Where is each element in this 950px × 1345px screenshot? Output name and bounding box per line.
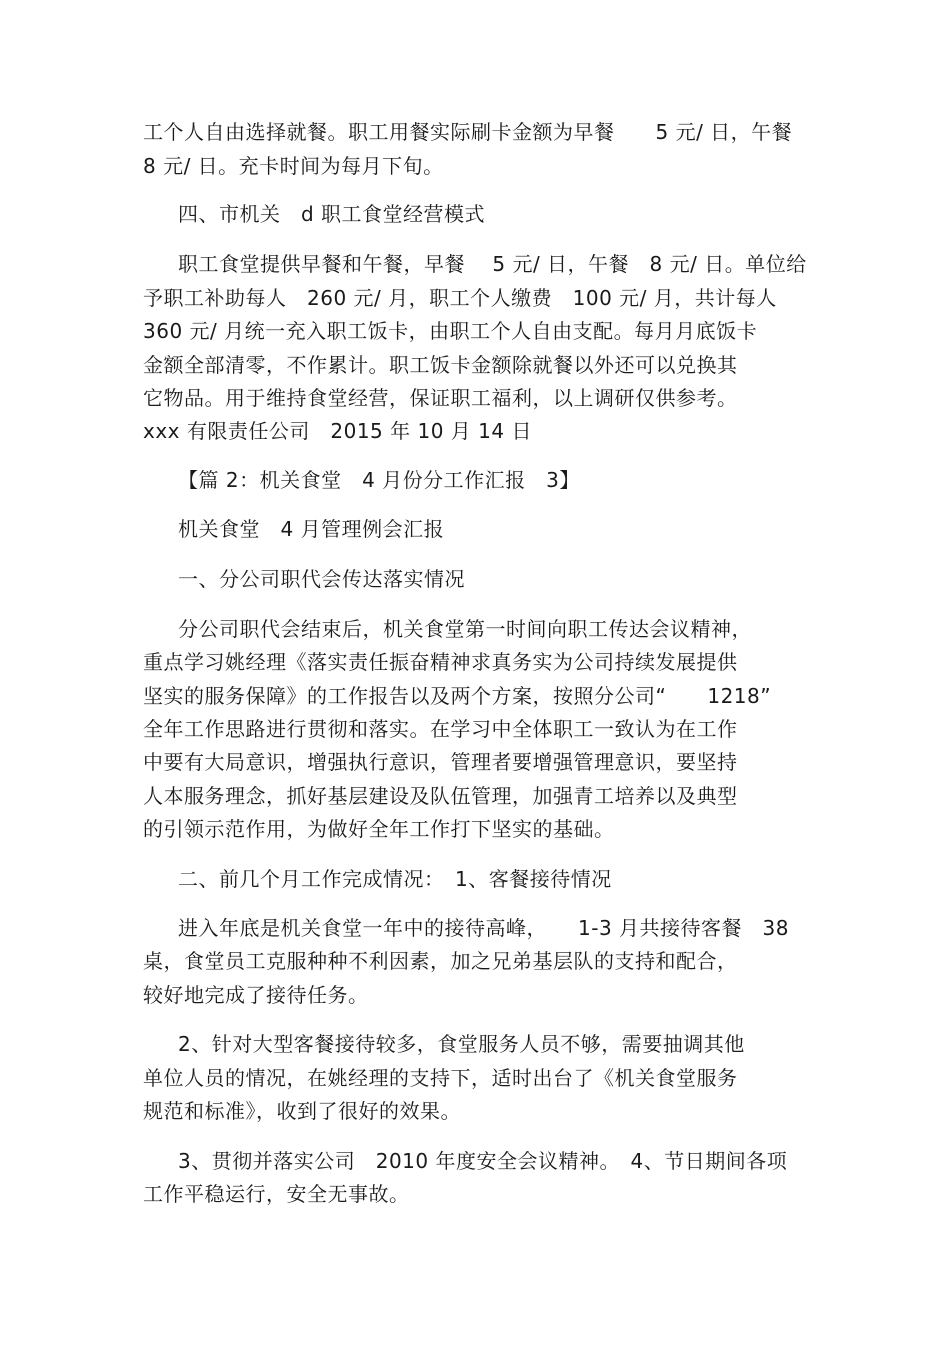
text-line: 2、针对大型客餐接待较多，食堂服务人员不够，需要抽调其他 [178, 1032, 745, 1056]
report-title: 机关食堂 4 月管理例会汇报 [178, 517, 445, 541]
signature-date-line: xxx 有限责任公司 2015 年 10 月 14 日 [143, 419, 532, 443]
section-heading: 二、前几个月工作完成情况： 1、客餐接待情况 [178, 867, 612, 891]
chapter-heading: 【篇 2：机关食堂 4 月份分工作汇报 3】 [178, 468, 580, 492]
text-line: 进入年底是机关食堂一年中的接待高峰， 1-3 月共接待客餐 38 [178, 916, 789, 940]
text-line: 金额全部清零，不作累计。职工饭卡金额除就餐以外还可以兑换其 [143, 353, 738, 377]
text-line: 坚实的服务保障》的工作报告以及两个方案，按照分公司“ 1218” [143, 684, 772, 708]
text-line: 的引领示范作用，为做好全年工作打下坚实的基础。 [143, 817, 615, 841]
text-line: 中要有大局意识，增强执行意识，管理者要增强管理意识，要坚持 [143, 750, 738, 774]
section-heading: 四、市机关 d 职工食堂经营模式 [178, 202, 486, 226]
text-line: 重点学习姚经理《落实责任振奋精神求真务实为公司持续发展提供 [143, 650, 738, 674]
text-line: 8 元/ 日。充卡时间为每月下旬。 [143, 154, 444, 178]
section-heading: 一、分公司职代会传达落实情况 [178, 567, 465, 591]
text-line: 单位人员的情况，在姚经理的支持下，适时出台了《机关食堂服务 [143, 1066, 738, 1090]
text-line: 予职工补助每人 260 元/ 月，职工个人缴费 100 元/ 月，共计每人 [143, 286, 777, 310]
text-line: 工作平稳运行，安全无事故。 [143, 1182, 410, 1206]
text-line: 较好地完成了接待任务。 [143, 983, 369, 1007]
text-line: 分公司职代会结束后，机关食堂第一时间向职工传达会议精神， [178, 617, 752, 641]
text-line: 桌，食堂员工克服种种不利因素，加之兄弟基层队的支持和配合， [143, 949, 738, 973]
text-line: 3、贯彻并落实公司 2010 年度安全会议精神。 4、节日期间各项 [178, 1149, 788, 1173]
text-line: 360 元/ 月统一充入职工饭卡，由职工个人自由支配。每月月底饭卡 [143, 319, 758, 343]
text-line: 规范和标准》，收到了很好的效果。 [143, 1099, 461, 1123]
text-line: 工个人自由选择就餐。职工用餐实际刷卡金额为早餐 5 元/ 日，午餐 [143, 120, 793, 144]
text-line: 人本服务理念，抓好基层建设及队伍管理，加强青工培养以及典型 [143, 784, 738, 808]
text-line: 全年工作思路进行贯彻和落实。在学习中全体职工一致认为在工作 [143, 717, 738, 741]
text-line: 职工食堂提供早餐和午餐，早餐 5 元/ 日，午餐 8 元/ 日。单位给 [178, 252, 807, 276]
text-line: 它物品。用于维持食堂经营，保证职工福利，以上调研仅供参考。 [143, 386, 738, 410]
